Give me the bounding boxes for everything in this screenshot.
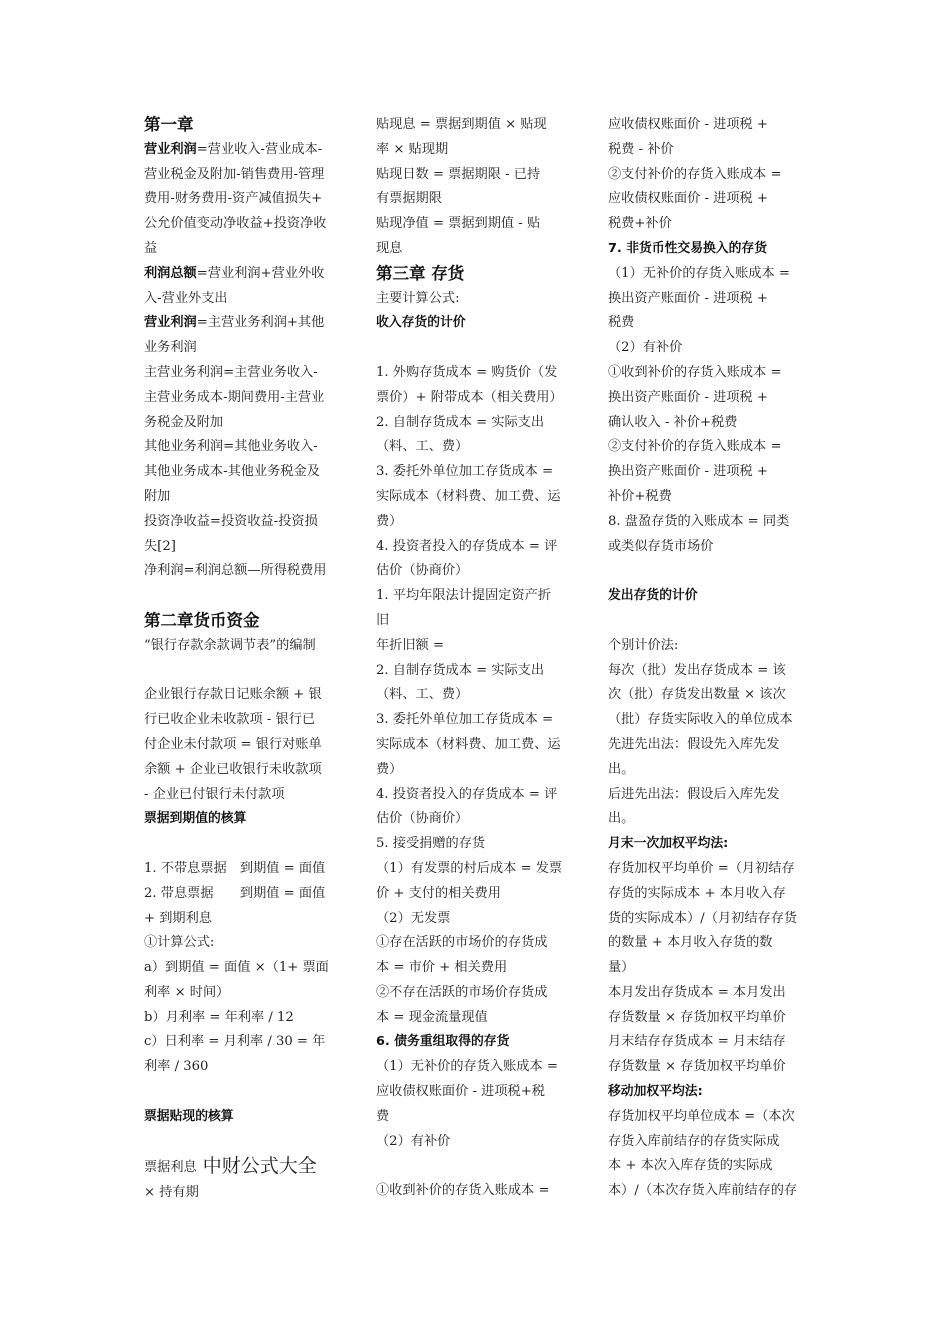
spacer [376, 336, 576, 361]
text-line: 量） [608, 960, 635, 976]
text-line: ①收到补价的存货入账成本 = [608, 364, 782, 380]
text-line: 本月发出存货成本 = 本月发出 [608, 984, 786, 1000]
text-line: ②不存在活跃的市场价存货成 [376, 984, 548, 1000]
column-3 [608, 113, 808, 1204]
text-line: 换出资产账面价 - 进项税 + [608, 389, 768, 405]
text-line: ①计算公式: [144, 935, 215, 951]
text-line: 确认收入 - 补价+税费 [608, 414, 738, 430]
spacer [144, 584, 344, 609]
text-line: 净利润=利润总额—所得税费用 [144, 563, 327, 579]
text-line: 有票据期限 [376, 191, 442, 207]
spacer [144, 1080, 344, 1105]
text-line: 企业银行存款日记账余额 + 银 [144, 687, 322, 703]
text-line: 1. 不带息票据 到期值 = 面值 [144, 860, 326, 876]
text-line: 营业税金及附加-销售费用-管理 [144, 166, 325, 182]
text-line: “银行存款余款调节表”的编制 [144, 637, 316, 653]
section-heading-outgoing-inventory: 发出存货的计价 [608, 588, 698, 604]
text-line: 或类似存货市场价 [608, 538, 714, 554]
text-line: 应收债权账面价 - 进项税 + [608, 117, 768, 132]
text-line: ①收到补价的存货入账成本 = [376, 1183, 550, 1199]
text-line: 实际成本（材料费、加工费、运 [376, 488, 561, 504]
text-line: 益 [144, 240, 158, 256]
text-line: - 企业已付银行未付款项 [144, 786, 285, 802]
text-line: 后进先出法：假设后入库先发 [608, 786, 780, 802]
text-line: 存货入库前结存的存货实际成 [608, 1133, 780, 1149]
text-line: 4. 投资者投入的存货成本 = 评 [376, 786, 558, 802]
term-total-profit: 利润总额 [144, 265, 197, 281]
section-heading-nonmonetary-exchange: 7. 非货币性交易换入的存货 [608, 240, 767, 256]
text-line: 存货数量 × 存货加权平均单价 [608, 1059, 786, 1075]
text-line: 存货数量 × 存货加权平均单价 [608, 1009, 786, 1025]
text-line: 附加 [144, 488, 171, 504]
text-line: 税费+补价 [608, 216, 672, 232]
text-line: 本 = 现金流量现值 [376, 1009, 488, 1025]
term-operating-profit: 营业利润 [144, 141, 197, 157]
text-line: 存货的实际成本 + 本月收入存 [608, 885, 786, 901]
text-line: 本）/（本次存货入库前结存的存 [608, 1183, 798, 1199]
spacer [608, 609, 808, 634]
column-1 [144, 113, 344, 1206]
text-line: 换出资产账面价 - 进项税 + [608, 464, 768, 480]
text-line: （料、工、费） [376, 439, 469, 455]
section-heading-debt-restructuring: 6. 债务重组取得的存货 [376, 1034, 510, 1050]
text-line: （批）存货实际收入的单位成本 [608, 712, 793, 728]
section-heading-discount: 票据贴现的核算 [144, 1108, 234, 1124]
text-line: 公允价值变动净收益+投资净收 [144, 216, 327, 232]
text-line: 出。 [608, 811, 635, 827]
text-line: 应收债权账面价 - 进项税 + [608, 191, 768, 207]
text-line: 估价（协商价） [376, 563, 469, 579]
text-line: 补价+税费 [608, 488, 672, 504]
text-line: 2. 自制存货成本 = 实际支出 [376, 414, 545, 430]
text-line: 月末结存存货成本 = 月末结存 [608, 1034, 786, 1050]
text-line: 应收债权账面价 - 进项税+税 [376, 1084, 545, 1100]
text-line [144, 311, 344, 336]
section-heading-note-value: 票据到期值的核算 [144, 811, 247, 827]
text-line: 余额 + 企业已收银行未收款项 [144, 761, 322, 777]
text-line: ②支付补价的存货入账成本 = [608, 166, 782, 182]
text-line: 次（批）存货发出数量 × 该次 [608, 687, 786, 703]
spacer [608, 559, 808, 584]
text-line: 2. 带息票据 到期值 = 面值 [144, 885, 326, 901]
text-line: 8. 盘盈存货的入账成本 = 同类 [608, 513, 790, 529]
text-line: 5. 接受捐赠的存货 [376, 836, 486, 852]
text-line: ①存在活跃的市场价的存货成 [376, 935, 548, 951]
watermark-title: 中财公式大全 [202, 1155, 317, 1178]
text-line: 费） [376, 513, 403, 529]
text-line: （1）无补价的存货入账成本 = [608, 265, 790, 281]
chapter-2-title: 第二章货币资金 [144, 610, 260, 630]
formula-text: =主营业务利润+其他 [196, 315, 325, 331]
spacer [144, 1130, 344, 1155]
section-heading-incoming-inventory: 收入存货的计价 [376, 315, 466, 331]
text-line: 主要计算公式: [376, 290, 460, 306]
text-line: 税费 [608, 315, 635, 331]
text-line: 存货加权平均单位成本 =（本次 [608, 1108, 795, 1124]
text-line: 的数量 + 本月收入存货的数 [608, 935, 773, 951]
text-line: 贴现息 = 票据到期值 × 贴现 [376, 117, 547, 132]
text-line: 存货加权平均单价 =（月初结存 [608, 860, 795, 876]
text-line: 费用-财务费用-资产减值损失+ [144, 191, 323, 207]
text-line: （料、工、费） [376, 687, 469, 703]
text-line: ②支付补价的存货入账成本 = [608, 439, 782, 455]
text-line: 票价）+ 附带成本（相关费用） [376, 389, 563, 405]
term-operating-profit-2: 营业利润 [144, 315, 197, 331]
section-heading-monthly-weighted-average: 月末一次加权平均法: [608, 836, 729, 852]
chapter-1-title: 第一章 [144, 115, 194, 134]
text-line: （1）有发票的村后成本 = 发票 [376, 860, 563, 876]
text-line: （2）有补价 [376, 1133, 451, 1149]
text-line: b）月利率 = 年利率 / 12 [144, 1009, 294, 1025]
text-line: 业务利润 [144, 340, 197, 356]
text-line: 费） [376, 761, 403, 777]
column-2 [376, 113, 576, 1204]
text-line: 失[2] [144, 538, 176, 554]
text-line: 2. 自制存货成本 = 实际支出 [376, 662, 545, 678]
text-line: 务税金及附加 [144, 414, 224, 430]
text-line: × 持有期 [144, 1185, 199, 1201]
text-line: 年折旧额 = [376, 637, 444, 653]
text-line: 主营业务成本-期间费用-主营业 [144, 389, 325, 405]
section-heading-moving-weighted-average: 移动加权平均法: [608, 1084, 703, 1100]
text-line: 1. 平均年限法计提固定资产折 [376, 588, 552, 604]
text-line: （2）有补价 [608, 340, 683, 356]
text-line: 利率 / 360 [144, 1059, 209, 1075]
text-line: 行已收企业未收款项 - 银行已 [144, 712, 316, 728]
text-line: 其他业务成本-其他业务税金及 [144, 464, 320, 480]
text-line: 本 = 市价 + 相关费用 [376, 960, 508, 976]
text-line: 贴现净值 = 票据到期值 - 贴 [376, 216, 541, 232]
text-line: 换出资产账面价 - 进项税 + [608, 290, 768, 306]
text-line: 3. 委托外单位加工存货成本 = [376, 464, 554, 480]
formula-text: 票据利息 [144, 1160, 197, 1176]
text-line: 其他业务利润=其他业务收入- [144, 439, 318, 455]
text-line: 3. 委托外单位加工存货成本 = [376, 712, 554, 728]
text-line: 利率 × 时间） [144, 984, 230, 1000]
text-line: 贴现日数 = 票据期限 - 已持 [376, 166, 541, 182]
text-line: c）日利率 = 月利率 / 30 = 年 [144, 1034, 326, 1050]
text-line [144, 138, 344, 163]
text-line [144, 262, 344, 287]
text-line: 付企业未付款项 = 银行对账单 [144, 736, 322, 752]
text-line: 先进先出法：假设先入库先发 [608, 736, 780, 752]
formula-text: =营业收入-营业成本- [196, 141, 323, 157]
text-line: 1. 外购存货成本 = 购货价（发 [376, 364, 558, 380]
spacer [376, 1154, 576, 1179]
text-line: 估价（协商价） [376, 811, 469, 827]
text-line: a）到期值 = 面值 ×（1+ 票面 [144, 960, 329, 976]
text-line [144, 1154, 344, 1181]
text-line: 费 [376, 1108, 390, 1124]
text-line: 价 + 支付的相关费用 [376, 885, 501, 901]
spacer [144, 832, 344, 857]
formula-text: =营业利润+营业外收 [196, 265, 325, 281]
text-line: + 到期利息 [144, 910, 212, 926]
text-line: 货的实际成本）/（月初结存存货 [608, 910, 798, 926]
text-line: 旧 [376, 612, 390, 628]
spacer [144, 659, 344, 684]
text-line: 入-营业外支出 [144, 290, 228, 306]
text-line: （1）无补价的存货入账成本 = [376, 1059, 558, 1075]
text-line: 本 + 本次入库存货的实际成 [608, 1158, 773, 1174]
text-line: 投资净收益=投资收益-投资损 [144, 513, 318, 529]
chapter-3-title: 第三章 存货 [376, 263, 465, 283]
text-line: 现息 [376, 240, 403, 256]
text-line: 出。 [608, 761, 635, 777]
text-line: （2）无发票 [376, 910, 451, 926]
text-line: 率 × 贴现期 [376, 141, 449, 157]
text-line: 税费 - 补价 [608, 141, 674, 157]
text-line: 实际成本（材料费、加工费、运 [376, 736, 561, 752]
text-line: 主营业务利润=主营业务收入- [144, 364, 318, 380]
text-line: 每次（批）发出存货成本 = 该 [608, 662, 786, 678]
text-line: 4. 投资者投入的存货成本 = 评 [376, 538, 558, 554]
text-line: 个别计价法: [608, 637, 679, 653]
